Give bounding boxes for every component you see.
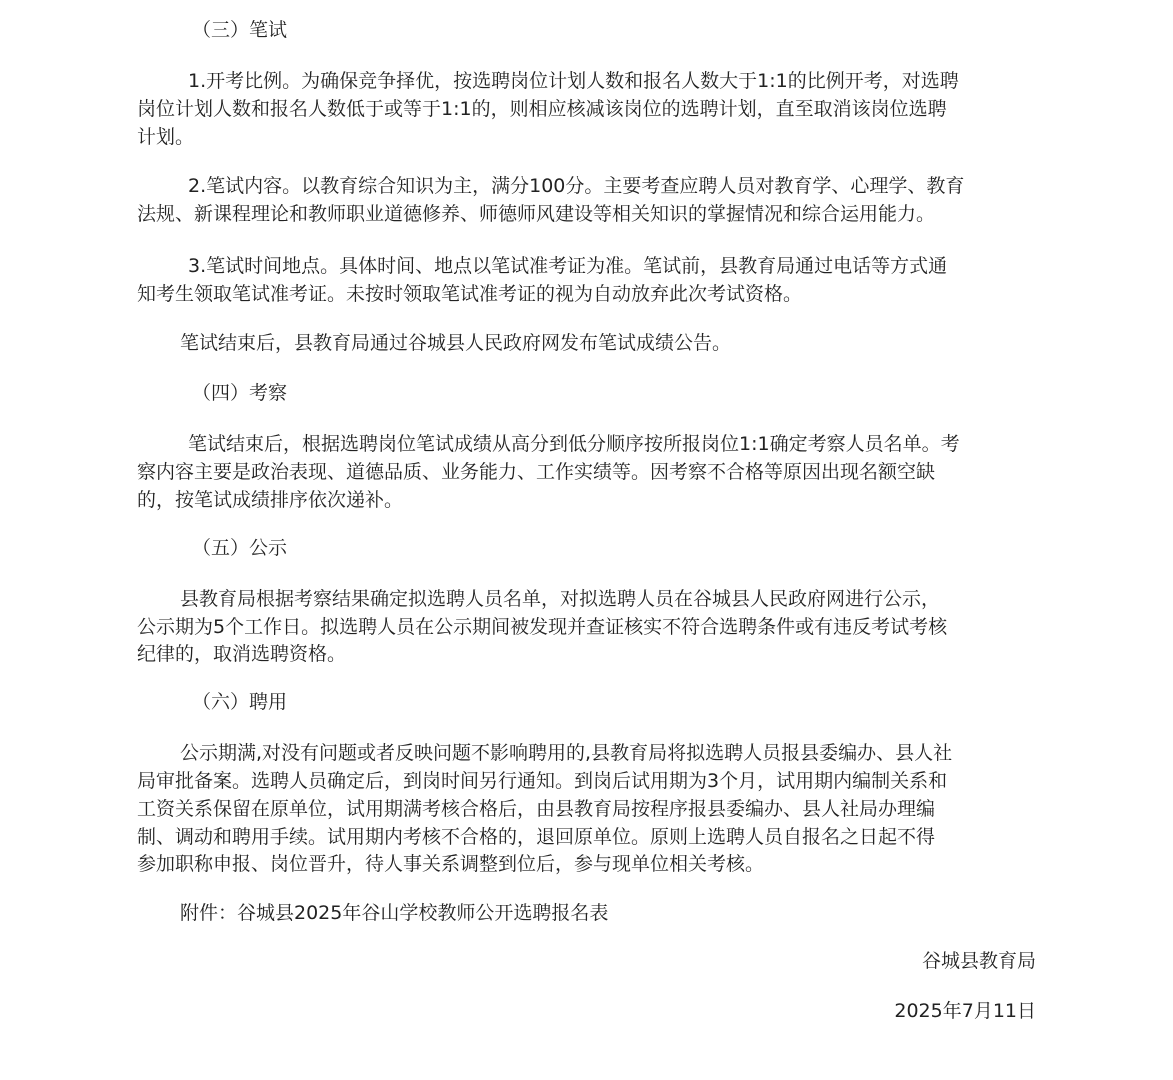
paragraph-line: 法规、新课程理论和教师职业道德修养、师德师风建设等相关知识的掌握情况和综合运用能力。 [137, 203, 936, 225]
paragraph-line: 察内容主要是政治表现、道德品质、业务能力、工作实绩等。因考察不合格等原因出现名额空缺 [137, 461, 936, 483]
paragraph-line: 制、调动和聘用手续。试用期内考核不合格的，退回原单位。原则上选聘人员自报名之日起不得 [137, 826, 936, 848]
signature-org: 谷城县教育局 [921, 950, 1036, 972]
section-heading: （六）聘用 [192, 691, 288, 713]
paragraph-line: 县教育局根据考察结果确定拟选聘人员名单，对拟选聘人员在谷城县人民政府网进行公示， [180, 588, 941, 610]
paragraph-line: 参加职称申报、岗位晋升，待人事关系调整到位后，参与现单位相关考核。 [137, 853, 765, 875]
paragraph-line: 局审批备案。选聘人员确定后，到岗时间另行通知。到岗后试用期为3个月，试用期内编制关系和 [137, 770, 948, 792]
paragraph-line: 笔试结束后，县教育局通过谷城县人民政府网发布笔试成绩公告。 [180, 332, 732, 354]
paragraph-line: 笔试结束后，根据选聘岗位笔试成绩从高分到低分顺序按所报岗位1:1确定考察人员名单。考 [188, 433, 960, 455]
signature-date: 2025年7月11日 [894, 1000, 1036, 1022]
paragraph-line: 的，按笔试成绩排序依次递补。 [137, 489, 404, 511]
paragraph-line: 纪律的，取消选聘资格。 [137, 643, 347, 665]
paragraph-line: 计划。 [137, 126, 195, 148]
paragraph-line: 公示期满,对没有问题或者反映问题不影响聘用的,县教育局将拟选聘人员报县委编办、县人社 [180, 742, 953, 764]
paragraph-line: 公示期为5个工作日。拟选聘人员在公示期间被发现并查证核实不符合选聘条件或有违反考试考核 [137, 616, 948, 638]
attachment-line: 附件：谷城县2025年谷山学校教师公开选聘报名表 [180, 902, 609, 924]
paragraph-line: 岗位计划人数和报名人数低于或等于1:1的，则相应核减该岗位的选聘计划，直至取消该岗位选聘 [137, 98, 947, 120]
section-heading: （四）考察 [192, 382, 288, 404]
section-heading: （三）笔试 [192, 19, 288, 41]
paragraph-line: 1.开考比例。为确保竞争择优，按选聘岗位计划人数和报名人数大于1:1的比例开考，对选聘 [188, 70, 959, 92]
paragraph-line: 2.笔试内容。以教育综合知识为主，满分100分。主要考查应聘人员对教育学、心理学、教育 [188, 175, 965, 197]
paragraph-line: 工资关系保留在原单位，试用期满考核合格后，由县教育局按程序报县委编办、县人社局办理编 [137, 798, 936, 820]
paragraph-line: 知考生领取笔试准考证。未按时领取笔试准考证的视为自动放弃此次考试资格。 [137, 283, 803, 305]
section-heading: （五）公示 [192, 537, 288, 559]
paragraph-line: 3.笔试时间地点。具体时间、地点以笔试准考证为准。笔试前，县教育局通过电话等方式通 [188, 255, 948, 277]
